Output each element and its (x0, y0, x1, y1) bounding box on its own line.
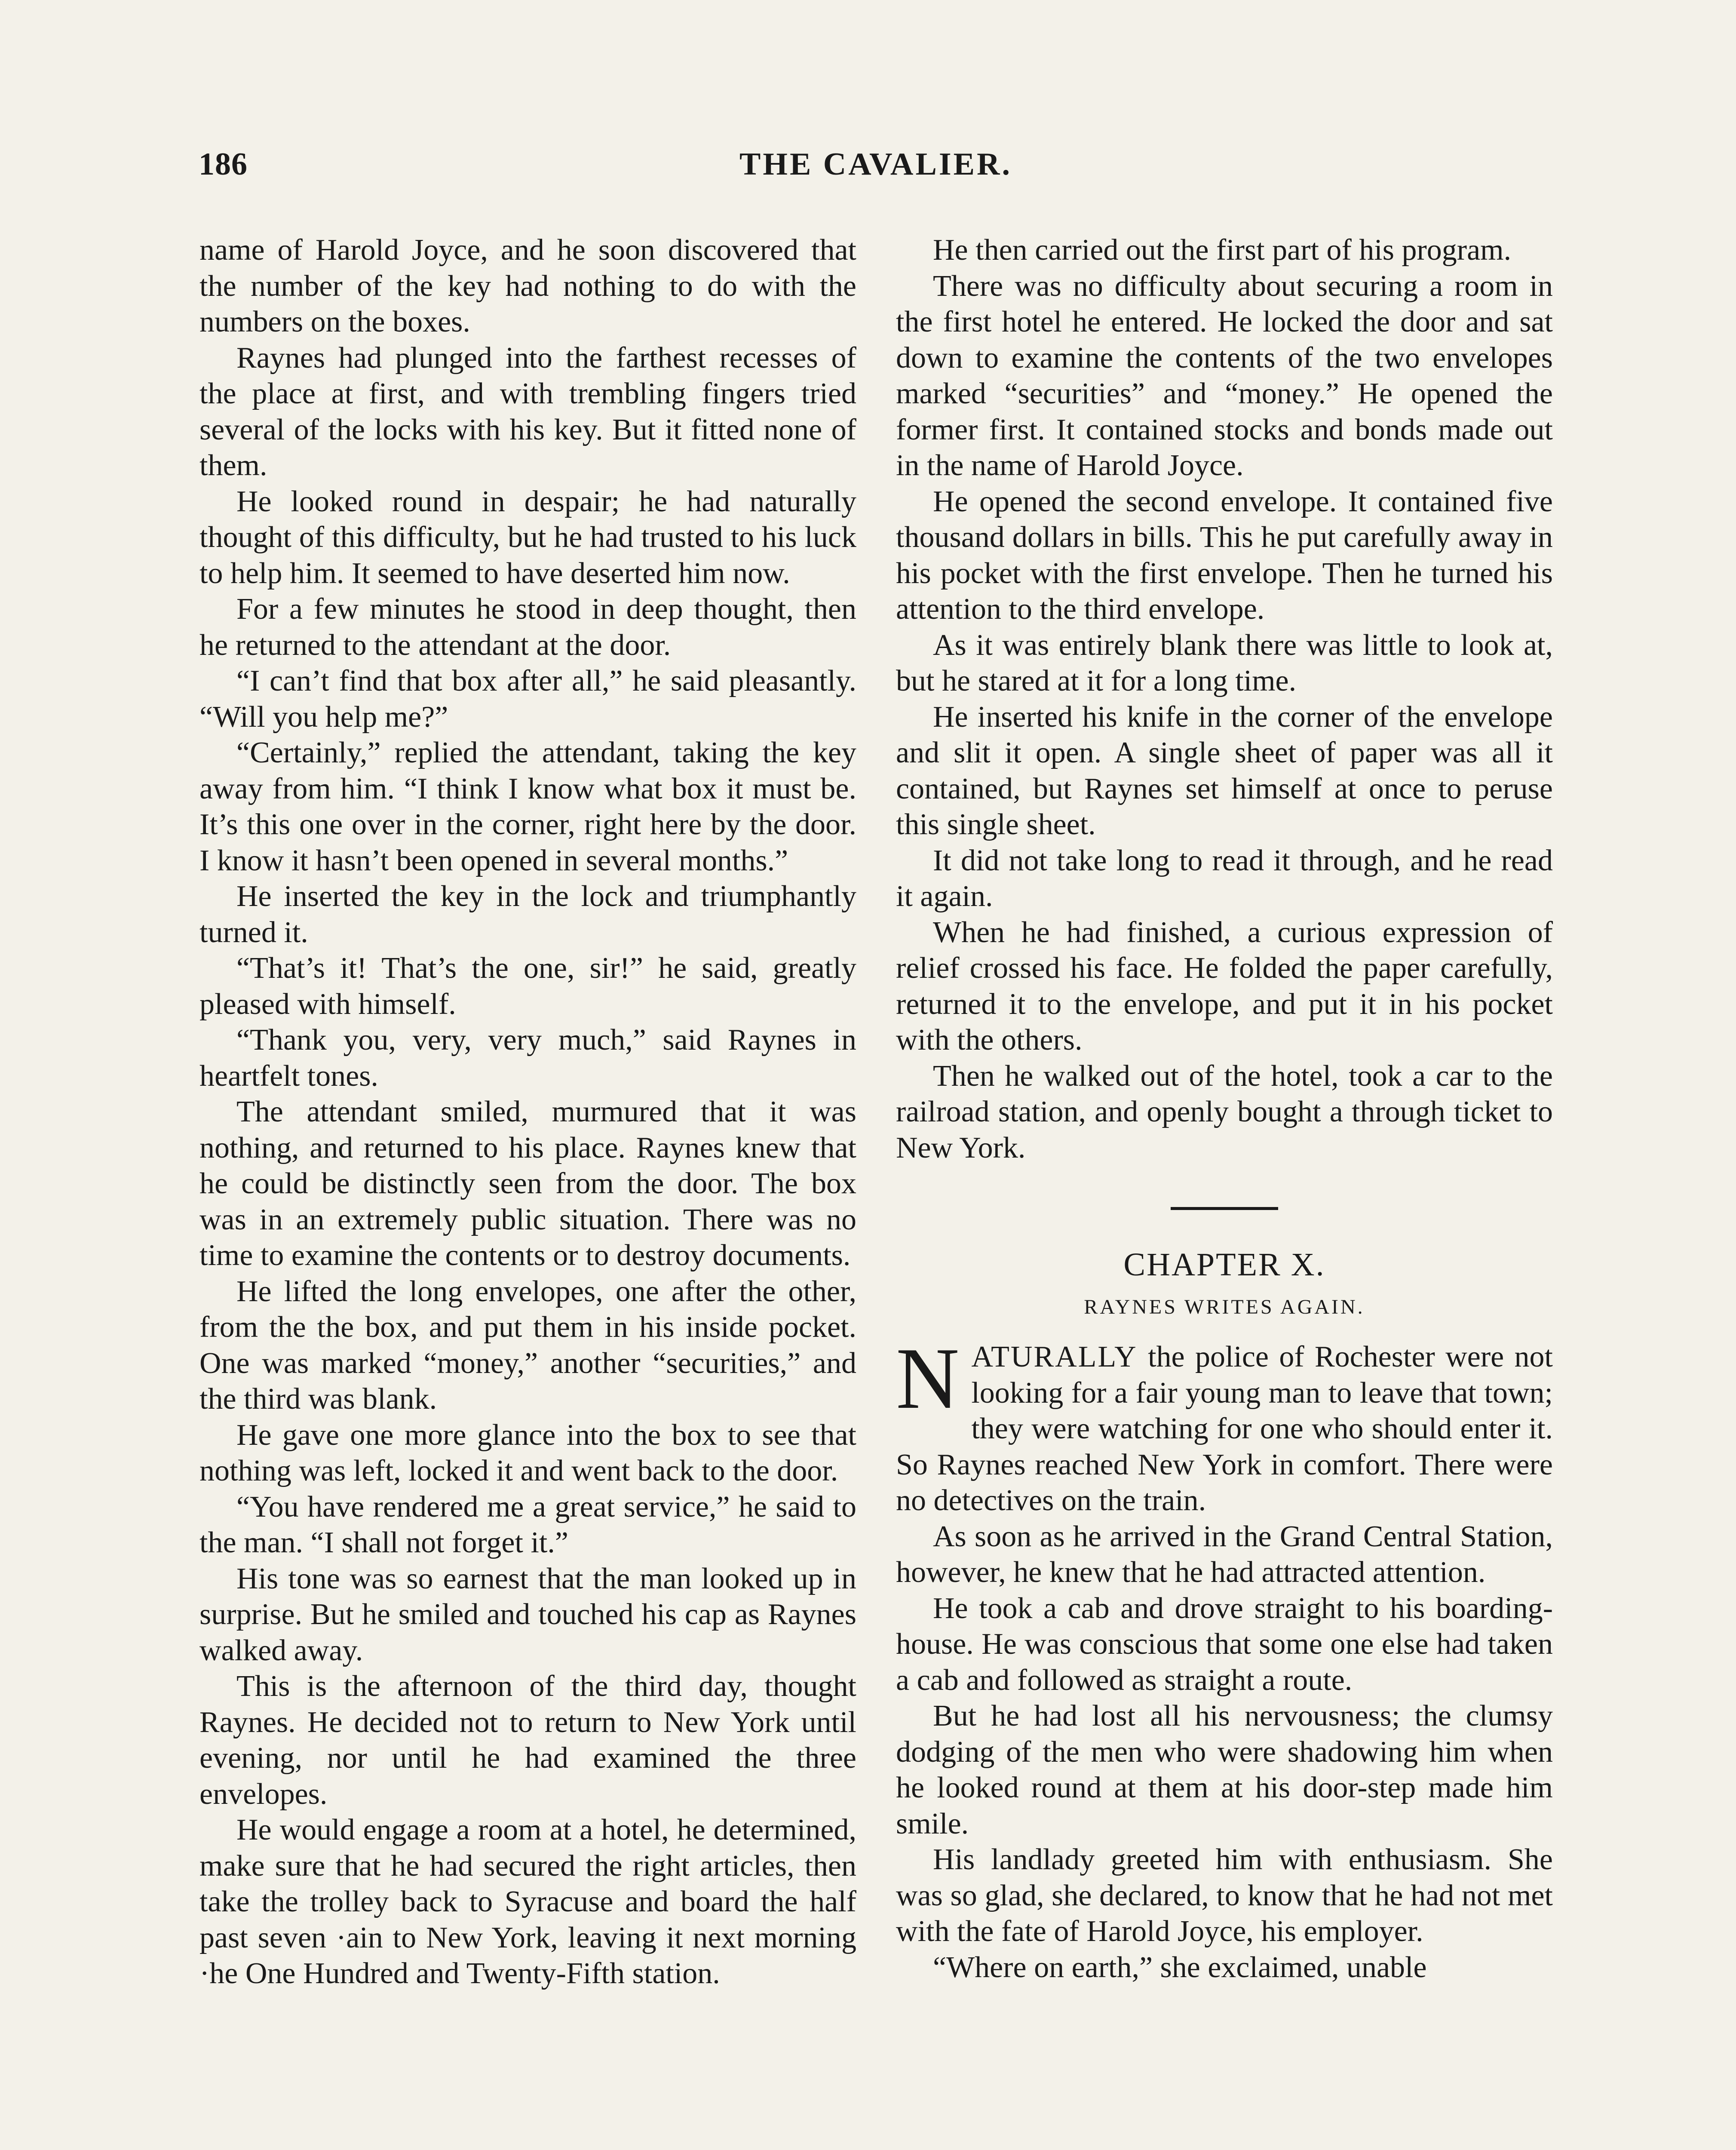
page-header (199, 146, 1553, 194)
paragraph: name of Harold Joyce, and he soon discovered that the number of the key had nothing to do with the numbers on the boxes. (199, 233, 856, 338)
paragraph: But he had lost all his nervousness; the clumsy dodging of the men who were shadowing him when he looked round at them at his door-step made him smile. (896, 1699, 1553, 1840)
paragraph: It did not take long to read it through, and he read it again. (896, 844, 1553, 913)
paragraph: His landlady greeted him with enthusiasm. She was so glad, she declared, to know that he had not met with the fate of Harold Joyce, his employer. (896, 1843, 1553, 1948)
paragraph: He gave one more glance into the box to see that nothing was left, locked it and went back to the door. (199, 1418, 856, 1487)
paragraph: This is the afternoon of the third day, thought Raynes. He decided not to return to New York until evening, nor until he had examined the three envelopes. (199, 1670, 856, 1811)
chapter-first-word: ATURALLY (971, 1340, 1138, 1373)
chapter-opening-text: the police of Rochester were not looking for a fair young man to leave that town; they were watching for one who should enter it. So Raynes reached New York in comfort. There were no detectives on the train. (896, 1340, 1553, 1517)
paragraph: When he had finished, a curious expression of relief crossed his face. He folded the paper carefully, returned it to the envelope, and put it in his pocket with the others. (896, 915, 1553, 1057)
paragraph: He would engage a room at a hotel, he determined, make sure that he had secured the right articles, then take the trolley back to Syracuse and board the half past seven ·ain to New York, leaving it next morning ·he One Hundred and Twenty-Fifth station. (199, 1813, 856, 1990)
paragraph: For a few minutes he stood in deep thought, then he returned to the attendant at the door. (199, 593, 856, 662)
section-divider (1171, 1207, 1278, 1210)
paragraph: He then carried out the first part of his program. (933, 233, 1512, 267)
paragraph: “I can’t find that box after all,” he said pleasantly. “Will you help me?” (199, 664, 856, 734)
paragraph: “Certainly,” replied the attendant, taking the key away from him. “I think I know what box it must be. It’s this one over in the corner, right here by the door. I know it hasn’t been opened in several months.” (199, 736, 856, 877)
paragraph: “Thank you, very, very much,” said Raynes in heartfelt tones. (199, 1023, 856, 1093)
paragraph: “You have rendered me a great service,” he said to the man. “I shall not forget it.” (199, 1490, 856, 1559)
paragraph: “Where on earth,” she exclaimed, unable (933, 1950, 1427, 1984)
left-column (199, 232, 856, 1992)
right-column (896, 232, 1553, 1985)
paragraph: He lifted the long envelopes, one after the other, from the the box, and put them in his inside pocket. One was marked “money,” another “securities,” and the third was blank. (199, 1275, 856, 1416)
paragraph: The attendant smiled, murmured that it was nothing, and returned to his place. Raynes knew that he could be distinctly seen from the door. The box was in an extremely public situation. There was no time to examine the contents or to destroy documents. (199, 1095, 856, 1272)
page-number: 186 (199, 147, 248, 182)
paragraph: As soon as he arrived in the Grand Central Station, however, he knew that he had attracted attention. (896, 1520, 1553, 1589)
paragraph: Raynes had plunged into the farthest recesses of the place at first, and with trembling fingers tried several of the locks with his key. But it fitted none of them. (199, 341, 856, 482)
paragraph: He looked round in despair; he had naturally thought of this difficulty, but he had trusted to his luck to help him. It seemed to have deserted him now. (199, 485, 856, 590)
paragraph: “That’s it! That’s the one, sir!” he said, greatly pleased with himself. (199, 952, 856, 1021)
drop-cap: N (896, 1330, 960, 1427)
paragraph: He inserted his knife in the corner of the envelope and slit it open. A single sheet of paper was all it contained, but Raynes set himself at once to peruse this single sheet. (896, 700, 1553, 841)
paragraph: He took a cab and drove straight to his boarding-house. He was conscious that some one else had taken a cab and followed as straight a route. (896, 1591, 1553, 1697)
paragraph: As it was entirely blank there was little to look at, but he stared at it for a long time. (896, 628, 1553, 697)
chapter-title: CHAPTER X. (1123, 1247, 1325, 1283)
running-title: THE CAVALIER. (739, 147, 1012, 182)
paragraph: Then he walked out of the hotel, took a car to the railroad station, and openly bought a through ticket to New York. (896, 1059, 1553, 1164)
paragraph: There was no difficulty about securing a room in the first hotel he entered. He locked the door and sat down to examine the contents of the two envelopes marked “securities” and “money.” He opened the former first. It contained stocks and bonds made out in the name of Harold Joyce. (896, 269, 1553, 482)
paragraph: His tone was so earnest that the man looked up in surprise. But he smiled and touched his cap as Raynes walked away. (199, 1562, 856, 1667)
paragraph: He inserted the key in the lock and triumphantly turned it. (199, 880, 856, 949)
paragraph: He opened the second envelope. It contained five thousand dollars in bills. This he put carefully away in his pocket with the first envelope. Then he turned his attention to the third envelope. (896, 485, 1553, 626)
chapter-subtitle: RAYNES WRITES AGAIN. (1084, 1296, 1365, 1318)
chapter-opening-paragraph (896, 1330, 1553, 1519)
